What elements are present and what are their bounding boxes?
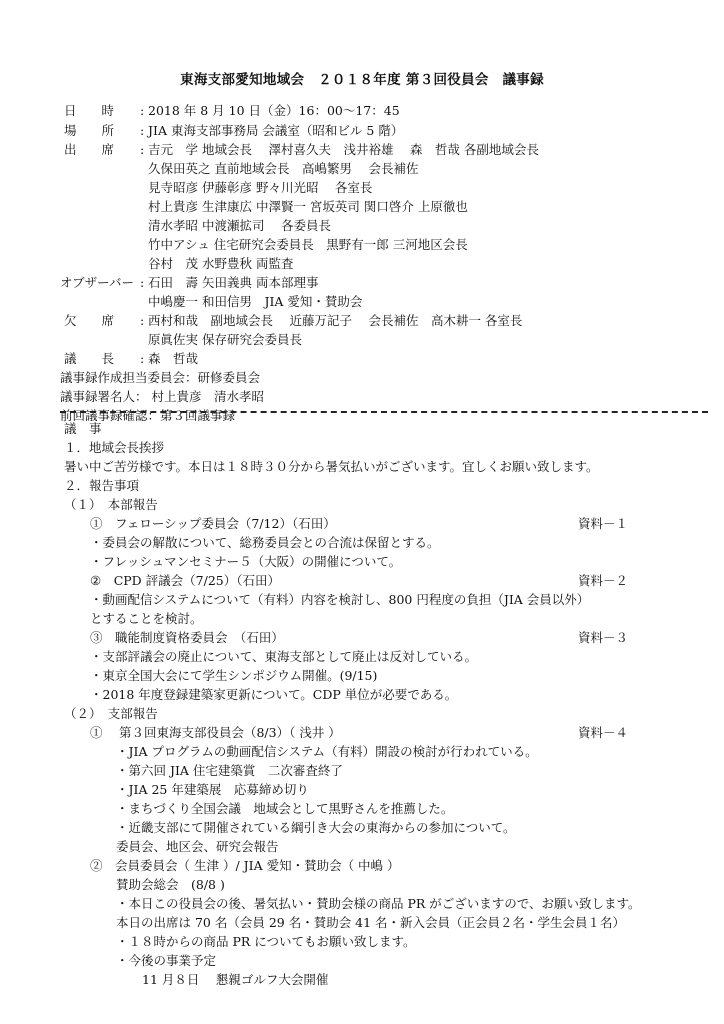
bullet-item: ・2018 年度登録建築家更新について。CDP 単位が必要である。 bbox=[90, 687, 458, 702]
s1b-ref: 資料－２ bbox=[578, 573, 629, 588]
observers-line: 石田 壽 矢田義典 両本部理事 bbox=[148, 275, 319, 290]
attendees-line: 久保田英之 直前地域会長 高嶋繁男 会長補佐 bbox=[148, 161, 419, 176]
previous-minutes: 前回議事録確認：第３回議事録 bbox=[60, 408, 236, 423]
date-value: 2018 年 8 月 10 日（金）16：00～17：45 bbox=[148, 103, 400, 118]
date-label: 日 時 bbox=[64, 103, 115, 118]
place-sep: : bbox=[140, 123, 145, 138]
absent-line: 西村和哉 副地域会長 近藤万記子 会長補佐 高木耕一 各室長 bbox=[148, 313, 523, 328]
s1a-title: ① フェローシップ委員会（7/12）（石田） bbox=[90, 516, 336, 531]
attendees-label: 出 席 bbox=[64, 142, 115, 157]
attendees-line: 吉元 学 地域会長 澤村喜久夫 浅井裕雄 森 哲哉 各副地域会長 bbox=[148, 142, 539, 157]
chair-label: 議 長 bbox=[64, 351, 115, 366]
bullet-item: ・まちづくり全国会議 地域会として黒野さんを推薦した。 bbox=[116, 801, 454, 816]
sub1-heading: （１） 本部報告 bbox=[64, 497, 158, 512]
item2-heading: ２．報告事項 bbox=[64, 478, 140, 493]
place-label: 場 所 bbox=[64, 123, 115, 138]
s1c-ref: 資料－３ bbox=[578, 630, 629, 645]
absent-line: 原眞佐実 保存研究会委員長 bbox=[148, 332, 302, 347]
attendees-line: 谷村 茂 水野豊秋 両監査 bbox=[148, 256, 294, 271]
s2b-sub: 賛助会総会 (8/8 ) bbox=[116, 877, 225, 892]
bullet-item: ・本日この役員会の後、暑気払い・賛助会様の商品 PR がございますので、お願い致します。 bbox=[116, 896, 641, 911]
item1-heading: １．地域会長挨拶 bbox=[64, 440, 165, 455]
s2a-title: ① 第３回東海支部役員会（8/3）（ 浅井 ） bbox=[90, 725, 341, 740]
bullet-item: ・JIA プログラムの動画配信システム（有料）開設の検討が行われている。 bbox=[116, 744, 538, 759]
minutes-signers: 議事録署名人： 村上貴彦 清水孝昭 bbox=[60, 389, 264, 404]
bullet-item: ・支部評議会の廃止について、東海支部として廃止は反対している。 bbox=[90, 649, 478, 664]
chair-value: 森 哲哉 bbox=[148, 351, 199, 366]
attendees-line: 見寺昭彦 伊藤彰彦 野々川光昭 各室長 bbox=[148, 180, 373, 195]
s1b-title: ② CPD 評議会（7/25）（石田） bbox=[90, 573, 280, 588]
minutes-committee: 議事録作成担当委員会：研修委員会 bbox=[60, 370, 261, 385]
bullet-item: ・第六回 JIA 住宅建築賞 二次審査終了 bbox=[116, 763, 343, 778]
attendees-line: 清水孝昭 中渡瀬拡司 各委員長 bbox=[148, 218, 331, 233]
bullet-item: ・JIA 25 年建築展 応募締め切り bbox=[116, 782, 309, 797]
bullet-item: ・フレッシュマンセミナー５（大阪）の開催について。 bbox=[90, 554, 402, 569]
schedule-item: 11 月８日 懇親ゴルフ大会開催 bbox=[142, 972, 329, 987]
attendees-sep: : bbox=[140, 142, 145, 157]
s2a-note: 委員会、地区会、研究会報告 bbox=[116, 839, 279, 854]
bullet-item: ・動画配信システムについて（有料）内容を検討し、800 円程度の負担（JIA 会員以外） bbox=[90, 592, 590, 607]
bullet-continuation: とすることを検討。 bbox=[90, 611, 203, 626]
chair-sep: : bbox=[140, 351, 145, 366]
date-sep: : bbox=[140, 103, 145, 118]
document-title: 東海支部愛知地域会 ２０１８年度 第３回役員会 議事録 bbox=[180, 72, 544, 88]
bullet-item: ・１８時からの商品 PR についてもお願い致します。 bbox=[116, 934, 416, 949]
absent-sep: : bbox=[140, 313, 145, 328]
bullet-item: ・委員会の解散について、総務委員会との合流は保留とする。 bbox=[90, 535, 440, 550]
bullet-item: ・近畿支部にて開催されている綱引き大会の東海からの参加について。 bbox=[116, 820, 516, 835]
s2a-ref: 資料－４ bbox=[578, 725, 629, 740]
observers-label: オブザーバー bbox=[60, 275, 135, 290]
bullet-item: 本日の出席は 70 名（会員 29 名・賛助会 41 名・新入会員（正会員２名・学生会員１名） bbox=[116, 915, 626, 930]
attendees-line: 村上貴彦 生津康広 中澤賢一 宮坂英司 関口啓介 上原徹也 bbox=[148, 199, 468, 214]
sub2-heading: （２） 支部報告 bbox=[64, 706, 158, 721]
agenda-heading: 議 事 bbox=[64, 421, 102, 436]
observers-line: 中嶋慶一 和田信男 JIA 愛知・賛助会 bbox=[148, 294, 363, 309]
bullet-item: ・今後の事業予定 bbox=[116, 953, 217, 968]
s2b-title: ② 会員委員会（ 生津 ）/ JIA 愛知・賛助会（ 中嶋 ） bbox=[90, 858, 400, 873]
place-value: JIA 東海支部事務局 会議室（昭和ビル 5 階） bbox=[148, 123, 404, 138]
observers-sep: : bbox=[140, 275, 145, 290]
item1-text: 暑い中ご苦労様です。本日は１８時３０分から暑気払いがございます。宜しくお願い致します。 bbox=[64, 459, 599, 474]
absent-label: 欠 席 bbox=[64, 313, 115, 328]
s1c-title: ③ 職能制度資格委員会 （石田） bbox=[90, 630, 284, 645]
bullet-item: ・東京全国大会にて学生シンポジウム開催。(9/15) bbox=[90, 668, 378, 683]
s1a-ref: 資料－１ bbox=[578, 516, 629, 531]
section-divider bbox=[60, 411, 708, 413]
attendees-line: 竹中アシュ 住宅研究会委員長 黒野有一郎 三河地区会長 bbox=[148, 237, 468, 252]
